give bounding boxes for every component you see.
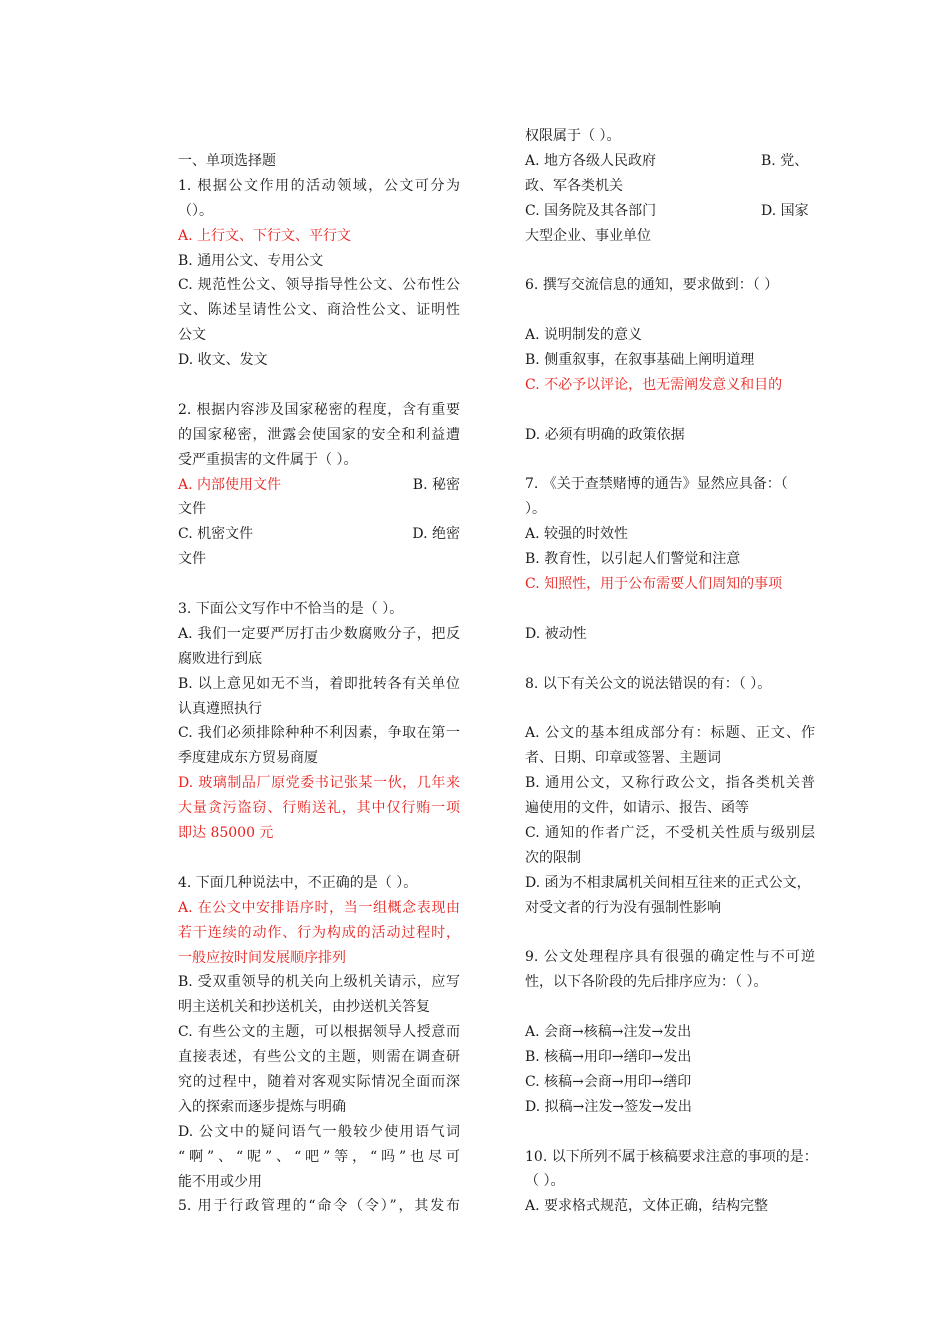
q2-option-b: B. 秘密	[412, 476, 460, 493]
q3-option-d-answer: 大量贪污盗窃、行贿送礼，其中仅行贿一项	[178, 800, 460, 817]
q1-option-c: 文、陈述呈请性公文、商洽性公文、证明性	[178, 302, 460, 319]
q2-option-b-cont: 文件	[178, 501, 206, 518]
q3-option-b: B. 以上意见如无不当，着即批转各有关单位	[178, 675, 460, 692]
q1-option-a-answer: A. 上行文、下行文、平行文	[178, 227, 352, 244]
q3-option-c: 季度建成东方贸易商厦	[178, 750, 318, 767]
q9-option-b: B. 核稿→用印→缮印→发出	[525, 1048, 692, 1065]
q10-stem-line: （ ）。	[525, 1173, 565, 1190]
q4-option-a-answer: 一般应按时间发展顺序排列	[178, 949, 346, 966]
q5-option-d-cont: 大型企业、事业单位	[525, 227, 651, 244]
q6-option-b: B. 侧重叙事，在叙事基础上阐明道理	[525, 352, 755, 369]
q8-option-b: B. 通用公文，又称行政公文，指各类机关普	[525, 775, 815, 792]
q4-option-d: D. 公文中的疑问语气一般较少使用语气词	[178, 1123, 460, 1140]
q7-option-a: A. 较强的时效性	[525, 526, 629, 543]
q8-option-a: A. 公文的基本组成部分有：标题、正文、作	[525, 725, 815, 742]
q6-option-d: D. 必须有明确的政策依据	[525, 426, 685, 443]
q8-option-a: 者、日期、印章或签署、主题词	[525, 750, 721, 767]
q4-option-c: C. 有些公文的主题，可以根据领导人授意而	[178, 1024, 460, 1041]
section-title: 一、单项选择题	[178, 153, 276, 169]
q2-stem-line: 的国家秘密，泄露会使国家的安全和利益遭	[178, 426, 460, 443]
q4-option-c: 究的过程中，随着对客观实际情况全面而深	[178, 1073, 460, 1090]
q5-option-d: D. 国家	[761, 202, 809, 219]
q6-stem-line: 6. 撰写交流信息的通知，要求做到：（ ）	[525, 277, 779, 294]
q9-option-d: D. 拟稿→注发→签发→发出	[525, 1098, 692, 1115]
q7-option-d: D. 被动性	[525, 625, 587, 642]
q10-stem-line: 10. 以下所列不属于核稿要求注意的事项的是：	[525, 1148, 818, 1165]
q3-option-a: 腐败进行到底	[178, 650, 262, 667]
q8-option-b: 遍使用的文件，如请示、报告、函等	[525, 800, 749, 817]
q1-stem-line: 1. 根据公文作用的活动领域，公文可分为	[178, 177, 460, 194]
q7-option-b: B. 教育性，以引起人们警觉和注意	[525, 551, 741, 568]
q5-option-b-cont: 政、军各类机关	[525, 177, 623, 194]
q7-stem-line: ）。	[525, 501, 546, 518]
q2-stem-line: 2. 根据内容涉及国家秘密的程度，含有重要	[178, 401, 460, 418]
q3-option-a: A. 我们一定要严厉打击少数腐败分子，把反	[178, 625, 460, 642]
q1-stem-line: （）。	[178, 202, 213, 219]
q4-option-b: B. 受双重领导的机关向上级机关请示，应写	[178, 974, 460, 991]
q4-stem-line: 4. 下面几种说法中，不正确的是（ ）。	[178, 874, 418, 891]
q1-option-c: C. 规范性公文、领导指导性公文、公布性公	[178, 277, 460, 294]
q3-option-d-answer: D. 玻璃制品厂原党委书记张某一伙，几年来	[178, 775, 460, 792]
q7-stem-line: 7. 《关于查禁赌博的通告》显然应具备：（	[525, 476, 788, 493]
q9-option-c: C. 核稿→会商→用印→缮印	[525, 1073, 692, 1090]
q5-option-c: C. 国务院及其各部门	[525, 202, 657, 219]
q8-option-d: 对受文者的行为没有强制性影响	[525, 899, 721, 916]
q2-option-d-cont: 文件	[178, 551, 206, 568]
q4-option-a-answer: A. 在公文中安排语序时，当一组概念表现由	[178, 899, 460, 916]
q8-option-d: D. 函为不相隶属机关间相互往来的正式公文，	[525, 874, 811, 891]
q6-option-a: A. 说明制发的意义	[525, 327, 643, 344]
q7-option-c-answer: C. 知照性，用于公布需要人们周知的事项	[525, 576, 783, 593]
q9-stem-line: 9. 公文处理程序具有很强的确定性与不可逆	[525, 949, 815, 966]
q9-option-a: A. 会商→核稿→注发→发出	[525, 1024, 692, 1041]
q5-option-b: B. 党、	[761, 152, 809, 169]
q10-option-a: A. 要求格式规范，文体正确，结构完整	[525, 1198, 769, 1215]
q4-option-b: 明主送机关和抄送机关，由抄送机关答复	[178, 999, 430, 1016]
right-column	[525, 124, 818, 1219]
q8-stem-line: 8. 以下有关公文的说法错误的有：（ ）。	[525, 675, 772, 692]
q1-option-c: 公文	[178, 327, 206, 344]
q6-option-c-answer: C. 不必予以评论，也无需阐发意义和目的	[525, 376, 783, 393]
left-column	[178, 149, 460, 1219]
q4-option-c: 入的探索而逐步提炼与明确	[178, 1098, 346, 1115]
q2-option-c: C. 机密文件	[178, 526, 254, 543]
q8-option-c: 次的限制	[525, 849, 581, 866]
q5-option-a: A. 地方各级人民政府	[525, 152, 657, 169]
q4-option-a-answer: 若干连续的动作、行为构成的活动过程时，	[178, 924, 460, 941]
q3-option-d-answer: 即达 85000 元	[178, 825, 274, 842]
q4-option-c: 直接表述，有些公文的主题，则需在调查研	[178, 1049, 460, 1066]
q2-option-d: D. 绝密	[412, 526, 460, 543]
q4-option-d: “啊”、“呢”、“吧”等，“吗”也尽可	[178, 1148, 460, 1165]
q3-option-b: 认真遵照执行	[178, 700, 262, 717]
q3-stem-line: 3. 下面公文写作中不恰当的是（ ）。	[178, 601, 404, 618]
q2-stem-line: 受严重损害的文件属于（ ）。	[178, 451, 358, 468]
q1-option-b: B. 通用公文、专用公文	[178, 252, 324, 269]
q9-stem-line: 性，以下各阶段的先后排序应为：（ ）。	[525, 974, 768, 991]
q4-option-d: 能不用或少用	[178, 1173, 262, 1190]
q5-stem-cont: 权限属于（ ）。	[525, 128, 621, 144]
q3-option-c: C. 我们必须排除种种不利因素，争取在第一	[178, 725, 460, 742]
q8-option-c: C. 通知的作者广泛，不受机关性质与级别层	[525, 824, 815, 841]
q2-option-a-answer: A. 内部使用文件	[178, 476, 282, 493]
q1-option-d: D. 收文、发文	[178, 352, 268, 369]
q5-stem-line: 5. 用于行政管理的“命令（令）”，其发布	[178, 1198, 460, 1215]
